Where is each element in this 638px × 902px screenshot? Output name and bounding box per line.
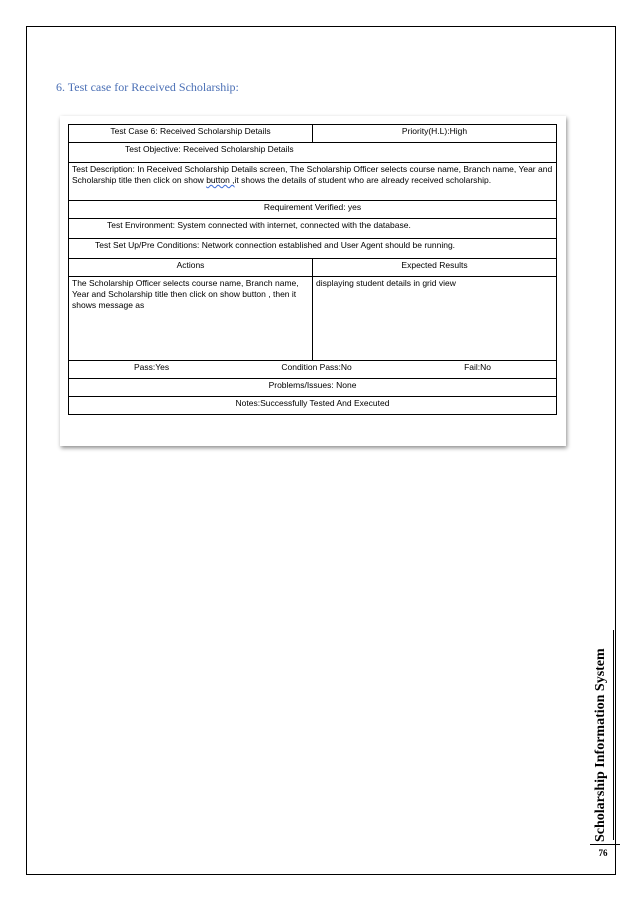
side-divider xyxy=(613,630,614,840)
table-row xyxy=(69,163,557,201)
table-row xyxy=(69,125,557,143)
table-row xyxy=(69,397,557,415)
pass-status: Pass:Yes xyxy=(134,362,170,372)
priority-cell: Priority(H.L):High xyxy=(313,125,557,143)
table-row xyxy=(69,379,557,397)
table-row xyxy=(69,219,557,239)
test-case-sheet xyxy=(60,116,566,446)
requirement-cell: Requirement Verified: yes xyxy=(69,201,557,219)
description-cell xyxy=(69,163,557,201)
problems-cell: Problems/Issues: None xyxy=(69,379,557,397)
objective-cell: Test Objective: Received Scholarship Details xyxy=(69,143,557,163)
environment-cell: Test Environment: System connected with internet, connected with the database. xyxy=(69,219,557,239)
table-row xyxy=(69,201,557,219)
table-row xyxy=(69,259,557,277)
table-row xyxy=(69,143,557,163)
expected-text-cell: displaying student details in grid view xyxy=(313,277,557,361)
table-row xyxy=(69,277,557,361)
actions-text-cell: The Scholarship Officer selects course name, Branch name, Year and Scholarship title then click on show button , then it shows message as xyxy=(69,277,313,361)
page-number-divider xyxy=(590,844,620,845)
setup-cell: Test Set Up/Pre Conditions: Network connection established and User Agent should be running. xyxy=(69,239,557,259)
description-text-end: it shows the details of student who are already received scholarship. xyxy=(234,175,492,185)
actions-header: Actions xyxy=(69,259,313,277)
notes-cell: Notes:Successfully Tested And Executed xyxy=(69,397,557,415)
side-title: Scholarship Information System xyxy=(593,648,608,842)
section-heading: 6. Test case for Received Scholarship: xyxy=(56,80,239,94)
table-row xyxy=(69,361,557,379)
fail-status: Fail:No xyxy=(464,362,491,372)
result-cell xyxy=(69,361,557,379)
description-text: Test Description: In Received Scholarship Details screen, The Scholarship Officer selects course name, Branch name, Year and Scholarship title then click on show xyxy=(72,164,553,185)
test-case-title-cell: Test Case 6: Received Scholarship Details xyxy=(69,125,313,143)
condition-pass-status: Condition Pass:No xyxy=(281,362,352,372)
description-squiggle-text: button , xyxy=(206,175,235,185)
test-case-table xyxy=(68,124,557,415)
expected-header: Expected Results xyxy=(313,259,557,277)
page-number: 76 xyxy=(598,848,608,858)
table-row xyxy=(69,239,557,259)
